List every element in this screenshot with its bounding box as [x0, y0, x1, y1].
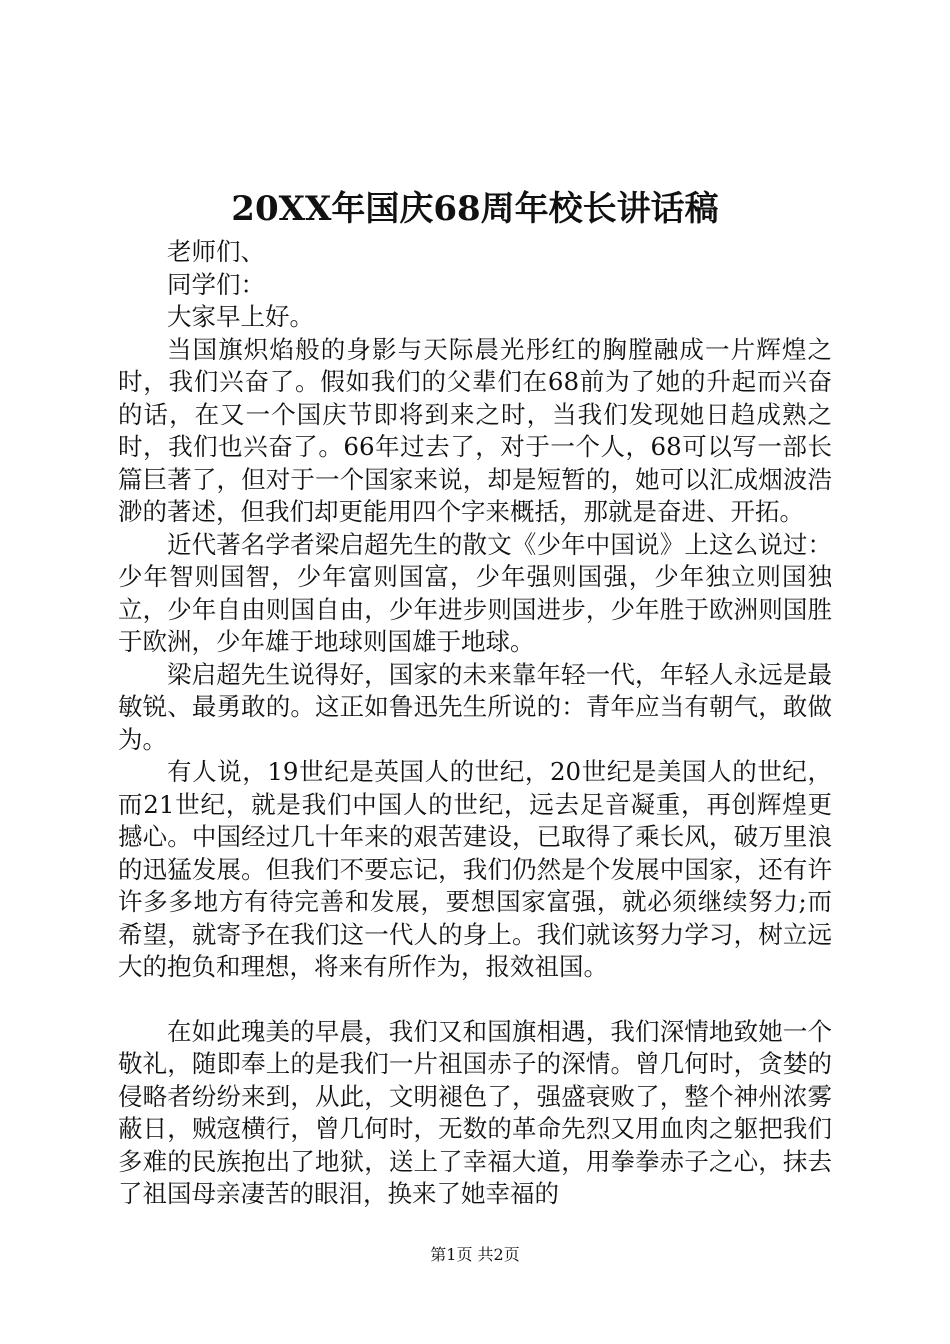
greeting-students: 同学们： [167, 269, 265, 299]
document-title: 20XX年国庆68周年校长讲话稿 [231, 189, 719, 229]
page-number-footer: 第1页 共2页 [430, 1245, 520, 1264]
paragraph: 在如此瑰美的早晨，我们又和国旗相遇，我们深情地致她一个敬礼，随即奉上的是我们一片祖国赤子的深情。曾几何时，贪婪的侵略者纷纷来到，从此，文明褪色了，强盛衰败了，整个神州浓雾蔽日，贼寇横行，曾几何时，无数的革命先烈又用血肉之躯把我们多难的民族抱出了地狱，送上了幸福大道，用拳拳赤子之心，抹去了祖国母亲凄苦的眼泪，换来了她幸福的 [118, 1016, 832, 1208]
paragraph: 当国旗炽焰般的身影与天际晨光彤红的胸膛融成一片辉煌之时，我们兴奋了。假如我们的父辈们在68前为了她的升起而兴奋的话，在又一个国庆节即将到来之时，当我们发现她日趋成熟之时，我们也兴奋了。66年过去了，对于一个人，68可以写一部长篇巨著了，但对于一个国家来说，却是短暂的，她可以汇成烟波浩渺的著述，但我们却更能用四个字来概括，那就是奋进、开拓。 [118, 334, 832, 526]
paragraph: 近代著名学者梁启超先生的散文《少年中国说》上这么说过：少年智则国智，少年富则国富，少年强则国强，少年独立则国独立，少年自由则国自由，少年进步则国进步，少年胜于欧洲则国胜于欧洲，少年雄于地球则国雄于地球。 [118, 529, 832, 656]
paragraph: 有人说，19世纪是英国人的世纪，20世纪是美国人的世纪，而21世纪，就是我们中国人的世纪，远去足音凝重，再创辉煌更撼心。中国经过几十年来的艰苦建设，已取得了乘长风，破万里浪的迅猛发展。但我们不要忘记，我们仍然是个发展中国家，还有许许多多地方有待完善和发展，要想国家富强，就必须继续努力;而希望，就寄予在我们这一代人的身上。我们就该努力学习，树立远大的抱负和理想，将来有所作为，报效祖国。 [118, 757, 832, 981]
paragraph: 梁启超先生说得好，国家的未来靠年轻一代，年轻人永远是最敏锐、最勇敢的。这正如鲁迅先生所说的：青年应当有朝气，敢做为。 [118, 659, 832, 754]
greeting-morning: 大家早上好。 [167, 302, 314, 331]
greeting-teachers: 老师们、 [167, 237, 265, 266]
document-body [118, 236, 832, 1211]
